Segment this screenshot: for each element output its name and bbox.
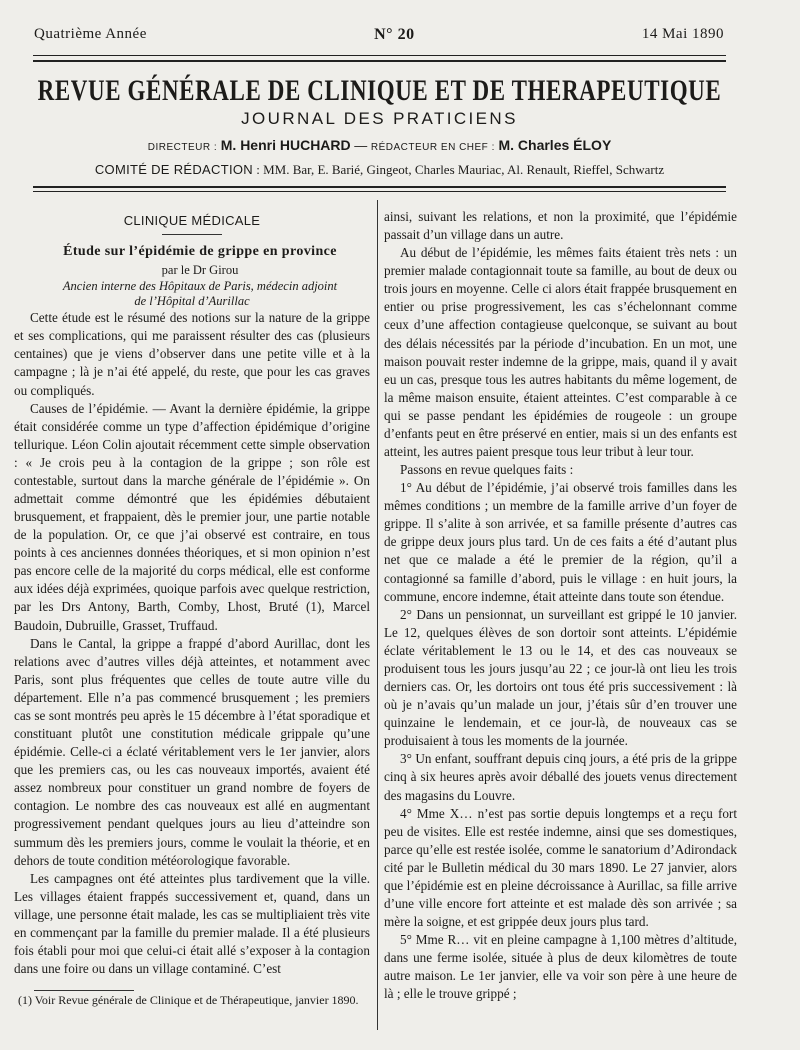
paragraph: Passons en revue quelques faits : — [400, 462, 574, 478]
affiliation-line-1: Ancien interne des Hôpitaux de Paris, médecin adjoint — [62, 279, 338, 294]
paragraph: Au début de l’épidémie, les mêmes faits étaient très nets : un premier malade contagionnait toute sa famille, au bout de deux ou trois jours en moyenne. Celle ci alors était frappée brusquement en entier ou prise progressivement, les cas s’échelonnant comme ceux d’une affection contagieuse quelconque, se suivant au bout des délais nécessités par la période d’incubation. En un mot, une maison pouvait rester indemne de la grippe, mais, quand il y avait eu un cas, presque tous les autres habitants du même logement, de la même maison ensuite, étaient atteintes. C’est comparable à ce qui se passe pendant les épidémies de rougeole : un groupe d’enfants peut en être préservé en entier, mais si un des enfants est atteint, les autres paient presque tous leur tribut à leur tour. — [384, 245, 737, 460]
header-rule-thick — [33, 60, 726, 62]
paragraph: 2° Dans un pensionnat, un surveillant est grippé le 10 janvier. Le 12, quelques élèves de son dortoir sont atteints. L’épidémie éclate véritablement le 13 ou le 14, et des cas nouveaux se produisent tous les jours jusqu’au 22 ; ce jour-là ont lieu les trois derniers cas. Or, les dortoirs ont tous été pris successivement : là où je n’avais qu’un malade un jour, j’étais sûr d’en trouver une quinzaine le lendemain, et ce jour-là, de nouveaux cas se produisaient à tous les moments de la journée. — [384, 606, 737, 749]
masthead-rule — [33, 186, 726, 188]
paragraph: 4° Mme X… n’est pas sortie depuis longtemps et a reçu fort peu de visites. Elle est restée indemne, ainsi que ses domestiques, parce qu’elle est restée isolée, comme le sanatorium d’Adirondack cité par le Bulletin médical du 30 mars 1890. Le 27 janvier, alors que l’épidémie est en pleine décroissance à Aurillac, sa fille arrive d’une ville encore fort atteinte et est malade dès son arrivée ; sa mère la soigne, et est grippée deux jours plus tard. — [384, 805, 737, 930]
header-rule — [33, 55, 726, 56]
journal-title: REVUE GÉNÉRALE DE CLINIQUE ET DE THERAPEUTIQUE — [37, 74, 722, 107]
directeur-name: M. Henri HUCHARD — [220, 137, 351, 153]
paragraph: Cette étude est le résumé des notions sur la nature de la grippe et ses complications, qui me paraissent résulter des cas (plusieurs centaines) que je viens d’observer dans une petite ville et à la campagne ; là je n’ai été appelé, du reste, que pour les cas graves ou compliqués. — [14, 310, 370, 398]
left-column — [14, 208, 370, 978]
section-heading: CLINIQUE MÉDICALE — [123, 213, 261, 228]
directeur-label: DIRECTEUR : — [147, 142, 218, 153]
redacteur-label: RÉDACTEUR EN CHEF : — [370, 142, 495, 153]
paragraph: Dans le Cantal, la grippe a frappé d’abord Aurillac, dont les relations avec d’autres villes déjà atteintes, et notamment avec Paris, sont plus fréquentes que celles de toute autre ville du département. Elle n’a pas commencé brusquement ; les premiers cas se sont montrés peu après le 15 décembre à l’état sporadique et constituant plutôt une constitution médicale grippale qu’une épidémie. Celle-ci a éclaté véritablement vers le 1er janvier, alors que les premiers cas, ou les cas nouveaux importés, avaient été assez nombreux pour constituer un grand nombre de foyers de contagion. Le nombre des cas nouveaux est allé en augmentant progressivement pendant quelques jours au lieu d’atteindre son summum dès les premiers jours, comme le voulait la théorie, et en dehors de toute condition météorologique favorable. — [14, 635, 370, 868]
paragraph: Les campagnes ont été atteintes plus tardivement que la ville. Les villages étaient frappés successivement et, quand, dans un village, une personne était malade, les cas se multipliaient très vite en commençant par la famille du premier malade. Il a été plusieurs fois établi pour moi que celui-ci était allé s’exposer à la contagion dans une foire ou dans un village contaminé. C’est — [14, 870, 370, 977]
paragraph: ainsi, suivant les relations, et non la proximité, que l’épidémie passait d’un village dans un autre. — [384, 209, 737, 243]
paragraph: 5° Mme R… vit en pleine campagne à 1,100 mètres d’altitude, dans une ferme isolée, située à plus de deux kilomètres de toute autre maison. Le 1er janvier, elle va voir son père à une heure de là ; elle le trouve grippé ; — [384, 932, 737, 1002]
footnote: (1) Voir Revue générale de Clinique et de Thérapeutique, janvier 1890. — [18, 993, 359, 1007]
journal-subtitle: JOURNAL DES PRATICIENS — [241, 109, 518, 128]
issue-date: 14 Mai 1890 — [641, 26, 724, 42]
header-line — [34, 26, 724, 44]
affiliation-line-2: de l’Hôpital d’Aurillac — [134, 294, 250, 309]
issue-number: N° 20 — [374, 26, 415, 43]
redacteur-name: M. Charles ÉLOY — [498, 137, 612, 153]
section-rule — [162, 234, 222, 235]
article-author: par le Dr Girou — [161, 263, 239, 278]
staff-line — [33, 137, 726, 153]
footnote-rule — [34, 990, 134, 991]
right-column — [384, 208, 737, 1003]
article-title: Étude sur l’épidémie de grippe en province — [63, 244, 337, 260]
author-affiliation — [14, 279, 370, 309]
staff-separator: — — [354, 138, 368, 153]
comite-label: COMITÉ DE RÉDACTION — [94, 162, 253, 177]
comite-line — [33, 162, 726, 178]
paragraph: Causes de l’épidémie. — Avant la dernière épidémie, la grippe était considérée comme un type d’affection épidémique d’origine tellurique. Léon Colin ajoutait récemment cette simple observation : « Je crois peu à la contagion de la grippe ; son rôle est contestable, surtout dans la marche générale de l’épidémie ». On admettait comme démontré que les épidémies débutaient brusquement, et frappaient, dès le premier jour, une partie notable de la population. Or, ce que j’ai observé est contraire, en tous points à ces anciennes données théoriques, et si mon opinion n’est pas encore celle de la majorité du corps médical, elle est conforme aux idées déjà exprimées, quoique parfois avec quelque restriction, par les Drs Antony, Barth, Comby, Lhost, Bruté (1), Marcel Baudoin, Dubruille, Grasset, Truffaud. — [14, 400, 370, 633]
paragraph: 1° Au début de l’épidémie, j’ai observé trois familles dans les mêmes conditions ; un membre de la famille arrive d’un foyer de grippe. Il s’alite à son arrivée, et sa famille présente d’autres cas de grippe deux jours plus tard. Un de ces faits a été d’autant plus net que ce malade a été le premier de la région, qu’il a contagionné sa famille d’abord, puis le village : en huit jours, la commune, encore indemne, était atteinte dans toute son étendue. — [384, 480, 737, 604]
volume-label: Quatrième Année — [34, 26, 147, 42]
masthead-rule-thin — [33, 191, 726, 192]
paragraph: 3° Un enfant, souffrant depuis cinq jours, a été pris de la grippe cinq à six heures après avoir déballé des jouets venus directement des magasins du Louvre. — [384, 751, 737, 803]
comite-members: : MM. Bar, E. Barié, Gingeot, Charles Mauriac, Al. Renault, Rieffel, Schwartz — [256, 162, 665, 177]
column-divider — [377, 200, 378, 1030]
